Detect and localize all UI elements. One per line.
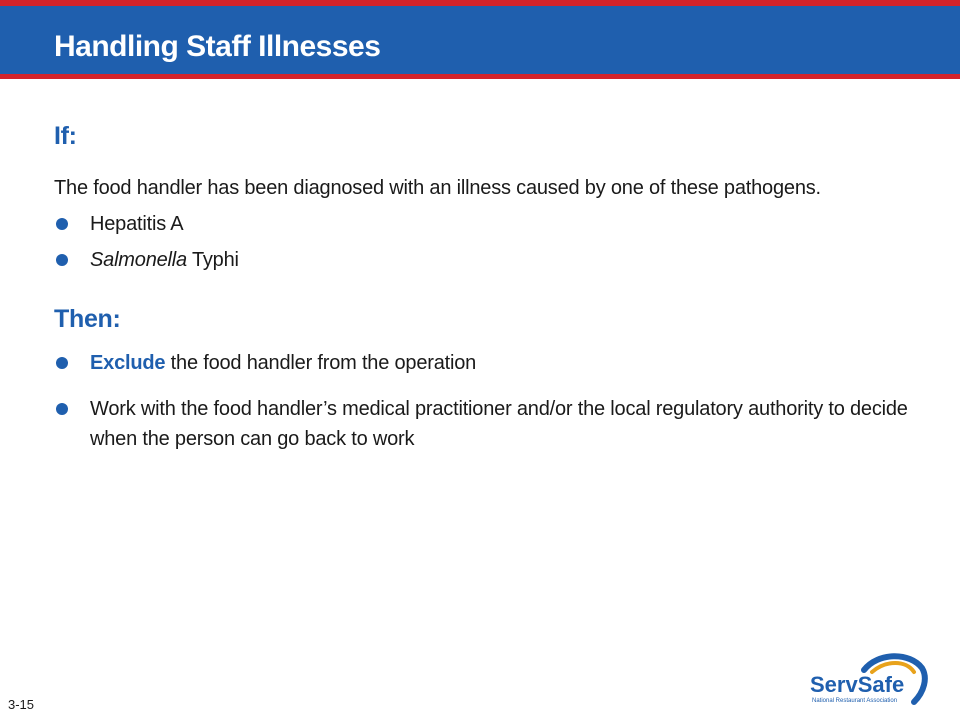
pathogen-species: Typhi xyxy=(186,249,239,271)
slide-content xyxy=(54,122,914,470)
servsafe-logo xyxy=(806,650,932,710)
pathogen-list xyxy=(54,209,914,275)
title-bar-bottom-rule xyxy=(0,74,960,79)
bullet-dot-icon xyxy=(56,357,68,369)
then-heading: Then: xyxy=(54,305,121,333)
exclude-text: the food handler from the operation xyxy=(165,352,477,374)
if-heading: If: xyxy=(54,122,77,150)
bullet-dot-icon xyxy=(56,254,68,266)
exclude-keyword: Exclude xyxy=(90,352,166,374)
slide-number: 3-15 xyxy=(8,697,35,712)
list-item xyxy=(54,245,914,275)
logo-tagline: National Restaurant Association xyxy=(812,698,898,704)
list-item xyxy=(54,394,914,454)
action-list xyxy=(54,348,914,454)
pathogen-hepatitis-a: Hepatitis A xyxy=(90,213,184,235)
logo-wordmark: ServSafe xyxy=(810,672,905,697)
list-item xyxy=(54,209,914,239)
list-item xyxy=(54,348,914,378)
if-description: The food handler has been diagnosed with an illness caused by one of these pathogens. xyxy=(54,177,821,199)
bullet-dot-icon xyxy=(56,218,68,230)
pathogen-genus: Salmonella xyxy=(90,249,187,271)
bullet-dot-icon xyxy=(56,403,68,415)
slide-title: Handling Staff Illnesses xyxy=(54,30,381,63)
practitioner-text: Work with the food handler’s medical practitioner and/or the local regulatory authority to decide when the person can go back to work xyxy=(90,398,908,450)
title-bar xyxy=(0,6,960,74)
